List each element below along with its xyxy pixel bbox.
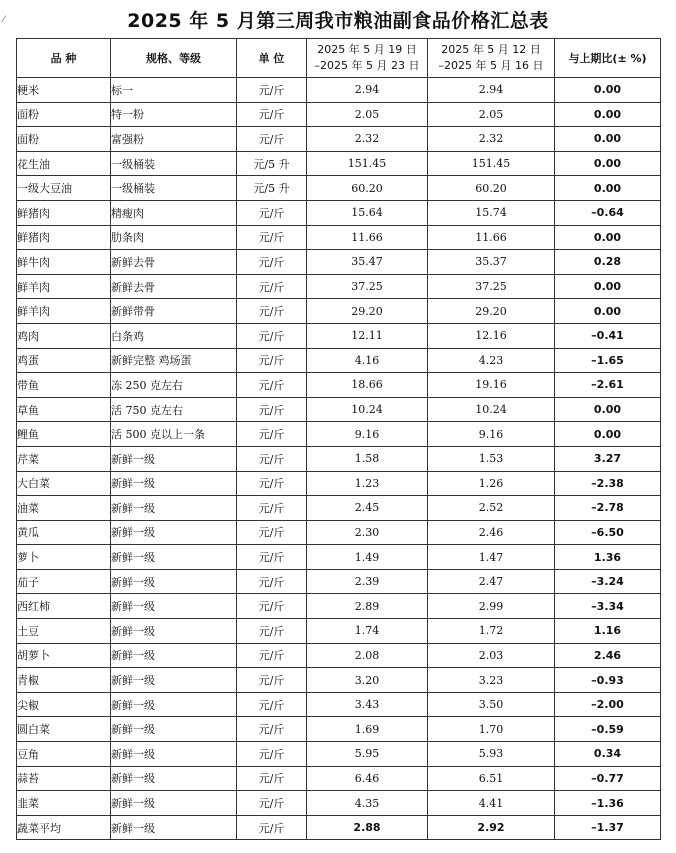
cell-previous-price: 3.50: [428, 692, 555, 717]
header-current-period: [307, 39, 428, 78]
cell-change: –2.00: [555, 692, 661, 717]
table-row: [17, 766, 661, 791]
cell-change: 0.00: [555, 102, 661, 127]
cell-unit: 元/斤: [237, 545, 307, 570]
cell-unit: 元/斤: [237, 619, 307, 644]
corner-mark: ⁄: [3, 15, 5, 25]
cell-previous-price: 60.20: [428, 176, 555, 201]
cell-change: 0.00: [555, 151, 661, 176]
cell-spec: 富强粉: [111, 127, 237, 152]
cell-unit: 元/斤: [237, 373, 307, 398]
cell-change: –0.93: [555, 668, 661, 693]
cell-spec: 新鲜一级: [111, 742, 237, 767]
table-row: [17, 274, 661, 299]
cell-unit: 元/斤: [237, 102, 307, 127]
cell-previous-price: 15.74: [428, 200, 555, 225]
cell-spec: 新鲜一级: [111, 496, 237, 521]
header-previous-start: 2025 年 5 月 12 日: [441, 43, 541, 56]
table-row: [17, 200, 661, 225]
cell-previous-price: 1.72: [428, 619, 555, 644]
cell-spec: 一级桶装: [111, 151, 237, 176]
cell-current-price: 2.05: [307, 102, 428, 127]
cell-previous-price: 6.51: [428, 766, 555, 791]
cell-change: 1.36: [555, 545, 661, 570]
table-row: [17, 446, 661, 471]
cell-previous-price: 2.52: [428, 496, 555, 521]
cell-change: –0.59: [555, 717, 661, 742]
cell-unit: 元/5 升: [237, 176, 307, 201]
cell-previous-price: 151.45: [428, 151, 555, 176]
cell-variety: 西红柿: [17, 594, 111, 619]
cell-unit: 元/斤: [237, 422, 307, 447]
cell-previous-price: 2.94: [428, 78, 555, 103]
header-previous-period: [428, 39, 555, 78]
cell-current-price: 15.64: [307, 200, 428, 225]
cell-change: –2.78: [555, 496, 661, 521]
cell-variety: 鲤鱼: [17, 422, 111, 447]
table-row: [17, 323, 661, 348]
cell-change: –3.34: [555, 594, 661, 619]
cell-variety: 茄子: [17, 569, 111, 594]
cell-unit: 元/斤: [237, 471, 307, 496]
table-header-row: [17, 39, 661, 78]
cell-previous-price: 1.70: [428, 717, 555, 742]
cell-previous-price: 9.16: [428, 422, 555, 447]
cell-variety: 鲜羊肉: [17, 274, 111, 299]
cell-variety: 韭菜: [17, 791, 111, 816]
cell-unit: 元/斤: [237, 791, 307, 816]
cell-spec: 标一: [111, 78, 237, 103]
cell-unit: 元/斤: [237, 397, 307, 422]
cell-current-price: 37.25: [307, 274, 428, 299]
cell-previous-price: 37.25: [428, 274, 555, 299]
cell-current-price: 1.74: [307, 619, 428, 644]
cell-current-price: 2.89: [307, 594, 428, 619]
cell-current-price: 60.20: [307, 176, 428, 201]
cell-variety: 鲜羊肉: [17, 299, 111, 324]
cell-change: 0.34: [555, 742, 661, 767]
cell-unit: 元/斤: [237, 766, 307, 791]
cell-unit: 元/斤: [237, 225, 307, 250]
cell-unit: 元/5 升: [237, 151, 307, 176]
cell-previous-price: 2.46: [428, 520, 555, 545]
cell-unit: 元/斤: [237, 742, 307, 767]
cell-variety: 大白菜: [17, 471, 111, 496]
table-row: [17, 742, 661, 767]
header-unit: 单 位: [237, 39, 307, 78]
cell-previous-price: 2.92: [428, 815, 555, 840]
cell-spec: 活 750 克左右: [111, 397, 237, 422]
cell-spec: 新鲜一级: [111, 815, 237, 840]
header-spec: 规格、等级: [111, 39, 237, 78]
cell-spec: 新鲜一级: [111, 446, 237, 471]
cell-current-price: 151.45: [307, 151, 428, 176]
table-row: [17, 717, 661, 742]
cell-previous-price: 2.03: [428, 643, 555, 668]
cell-variety: 油菜: [17, 496, 111, 521]
cell-current-price: 5.95: [307, 742, 428, 767]
cell-previous-price: 4.41: [428, 791, 555, 816]
table-row: [17, 397, 661, 422]
cell-spec: 新鲜一级: [111, 791, 237, 816]
cell-variety: 面粉: [17, 102, 111, 127]
cell-variety: 胡萝卜: [17, 643, 111, 668]
cell-variety: 粳米: [17, 78, 111, 103]
cell-variety: 草鱼: [17, 397, 111, 422]
cell-spec: 新鲜带骨: [111, 299, 237, 324]
cell-change: 0.00: [555, 299, 661, 324]
cell-previous-price: 4.23: [428, 348, 555, 373]
table-row: [17, 791, 661, 816]
cell-current-price: 2.88: [307, 815, 428, 840]
cell-unit: 元/斤: [237, 569, 307, 594]
cell-variety: 土豆: [17, 619, 111, 644]
table-row: [17, 151, 661, 176]
table-row: [17, 496, 661, 521]
cell-variety: 圆白菜: [17, 717, 111, 742]
cell-variety: 鸡蛋: [17, 348, 111, 373]
cell-previous-price: 2.99: [428, 594, 555, 619]
cell-change: 0.00: [555, 397, 661, 422]
cell-previous-price: 19.16: [428, 373, 555, 398]
table-row: [17, 619, 661, 644]
cell-spec: 一级桶装: [111, 176, 237, 201]
cell-spec: 活 500 克以上一条: [111, 422, 237, 447]
cell-previous-price: 2.32: [428, 127, 555, 152]
cell-variety: 蔬菜平均: [17, 815, 111, 840]
cell-current-price: 10.24: [307, 397, 428, 422]
cell-unit: 元/斤: [237, 668, 307, 693]
cell-current-price: 35.47: [307, 250, 428, 275]
cell-unit: 元/斤: [237, 692, 307, 717]
cell-unit: 元/斤: [237, 594, 307, 619]
table-row: [17, 299, 661, 324]
cell-previous-price: 35.37: [428, 250, 555, 275]
cell-current-price: 1.69: [307, 717, 428, 742]
cell-unit: 元/斤: [237, 643, 307, 668]
cell-unit: 元/斤: [237, 520, 307, 545]
cell-current-price: 12.11: [307, 323, 428, 348]
cell-current-price: 2.39: [307, 569, 428, 594]
table-row: [17, 643, 661, 668]
cell-previous-price: 2.47: [428, 569, 555, 594]
cell-previous-price: 1.53: [428, 446, 555, 471]
cell-change: –1.65: [555, 348, 661, 373]
table-row: [17, 127, 661, 152]
price-table: [16, 38, 661, 840]
cell-variety: 花生油: [17, 151, 111, 176]
cell-change: –0.64: [555, 200, 661, 225]
table-row: [17, 594, 661, 619]
cell-current-price: 2.94: [307, 78, 428, 103]
table-row: [17, 250, 661, 275]
cell-spec: 新鲜一级: [111, 717, 237, 742]
cell-spec: 新鲜一级: [111, 471, 237, 496]
cell-previous-price: 1.47: [428, 545, 555, 570]
table-row: [17, 692, 661, 717]
cell-change: 0.00: [555, 127, 661, 152]
cell-unit: 元/斤: [237, 78, 307, 103]
cell-unit: 元/斤: [237, 815, 307, 840]
header-current-start: 2025 年 5 月 19 日: [317, 43, 417, 56]
cell-current-price: 1.23: [307, 471, 428, 496]
page-title: 2025 年 5 月第三周我市粮油副食品价格汇总表: [127, 10, 549, 32]
table-row: [17, 102, 661, 127]
table-row: [17, 668, 661, 693]
cell-spec: 白条鸡: [111, 323, 237, 348]
table-row: [17, 520, 661, 545]
cell-change: 3.27: [555, 446, 661, 471]
cell-spec: 新鲜去骨: [111, 250, 237, 275]
cell-variety: 黄瓜: [17, 520, 111, 545]
cell-change: 0.00: [555, 274, 661, 299]
cell-spec: 新鲜一级: [111, 668, 237, 693]
cell-previous-price: 11.66: [428, 225, 555, 250]
cell-spec: 新鲜一级: [111, 766, 237, 791]
cell-variety: 尖椒: [17, 692, 111, 717]
cell-variety: 萝卜: [17, 545, 111, 570]
cell-spec: 新鲜一级: [111, 520, 237, 545]
cell-variety: 鲜猪肉: [17, 200, 111, 225]
cell-change: –2.61: [555, 373, 661, 398]
cell-unit: 元/斤: [237, 299, 307, 324]
cell-unit: 元/斤: [237, 446, 307, 471]
cell-current-price: 3.20: [307, 668, 428, 693]
cell-spec: 冻 250 克左右: [111, 373, 237, 398]
cell-unit: 元/斤: [237, 348, 307, 373]
header-current-end: –2025 年 5 月 23 日: [314, 59, 420, 72]
cell-current-price: 18.66: [307, 373, 428, 398]
cell-variety: 鸡肉: [17, 323, 111, 348]
cell-current-price: 11.66: [307, 225, 428, 250]
cell-change: 2.46: [555, 643, 661, 668]
cell-current-price: 2.45: [307, 496, 428, 521]
cell-spec: 肋条肉: [111, 225, 237, 250]
table-row: [17, 373, 661, 398]
cell-change: –2.38: [555, 471, 661, 496]
cell-variety: 鲜牛肉: [17, 250, 111, 275]
table-row: [17, 569, 661, 594]
cell-previous-price: 1.26: [428, 471, 555, 496]
cell-current-price: 29.20: [307, 299, 428, 324]
table-row: [17, 545, 661, 570]
cell-previous-price: 29.20: [428, 299, 555, 324]
cell-change: 0.00: [555, 78, 661, 103]
cell-variety: 芹菜: [17, 446, 111, 471]
cell-unit: 元/斤: [237, 200, 307, 225]
cell-variety: 一级大豆油: [17, 176, 111, 201]
cell-change: –0.41: [555, 323, 661, 348]
cell-change: 0.00: [555, 225, 661, 250]
cell-variety: 豆角: [17, 742, 111, 767]
table-row: [17, 225, 661, 250]
cell-change: 0.28: [555, 250, 661, 275]
cell-current-price: 9.16: [307, 422, 428, 447]
cell-current-price: 4.35: [307, 791, 428, 816]
cell-spec: 新鲜一级: [111, 569, 237, 594]
cell-unit: 元/斤: [237, 717, 307, 742]
cell-spec: 特一粉: [111, 102, 237, 127]
cell-change: –6.50: [555, 520, 661, 545]
table-row: [17, 78, 661, 103]
header-variety: 品 种: [17, 39, 111, 78]
cell-spec: 新鲜去骨: [111, 274, 237, 299]
cell-variety: 面粉: [17, 127, 111, 152]
cell-unit: 元/斤: [237, 274, 307, 299]
cell-previous-price: 2.05: [428, 102, 555, 127]
table-row: [17, 176, 661, 201]
cell-current-price: 2.30: [307, 520, 428, 545]
cell-spec: 新鲜一级: [111, 692, 237, 717]
cell-previous-price: 3.23: [428, 668, 555, 693]
cell-spec: 新鲜一级: [111, 643, 237, 668]
cell-change: 0.00: [555, 176, 661, 201]
cell-variety: 青椒: [17, 668, 111, 693]
cell-spec: 精瘦肉: [111, 200, 237, 225]
cell-change: 1.16: [555, 619, 661, 644]
table-row: [17, 348, 661, 373]
cell-unit: 元/斤: [237, 127, 307, 152]
cell-unit: 元/斤: [237, 323, 307, 348]
cell-spec: 新鲜一级: [111, 619, 237, 644]
table-row: [17, 815, 661, 840]
cell-current-price: 1.49: [307, 545, 428, 570]
table-row: [17, 422, 661, 447]
cell-current-price: 4.16: [307, 348, 428, 373]
cell-unit: 元/斤: [237, 496, 307, 521]
cell-spec: 新鲜一级: [111, 594, 237, 619]
cell-unit: 元/斤: [237, 250, 307, 275]
cell-current-price: 3.43: [307, 692, 428, 717]
cell-spec: 新鲜完整 鸡场蛋: [111, 348, 237, 373]
cell-previous-price: 10.24: [428, 397, 555, 422]
cell-variety: 蒜苔: [17, 766, 111, 791]
cell-variety: 带鱼: [17, 373, 111, 398]
header-previous-end: –2025 年 5 月 16 日: [438, 59, 544, 72]
cell-change: –0.77: [555, 766, 661, 791]
cell-current-price: 2.08: [307, 643, 428, 668]
cell-current-price: 2.32: [307, 127, 428, 152]
cell-current-price: 6.46: [307, 766, 428, 791]
cell-spec: 新鲜一级: [111, 545, 237, 570]
cell-change: –3.24: [555, 569, 661, 594]
cell-change: 0.00: [555, 422, 661, 447]
cell-change: –1.37: [555, 815, 661, 840]
cell-previous-price: 12.16: [428, 323, 555, 348]
cell-previous-price: 5.93: [428, 742, 555, 767]
cell-change: –1.36: [555, 791, 661, 816]
cell-variety: 鲜猪肉: [17, 225, 111, 250]
cell-current-price: 1.58: [307, 446, 428, 471]
header-change: 与上期比(± %): [555, 39, 661, 78]
table-row: [17, 471, 661, 496]
